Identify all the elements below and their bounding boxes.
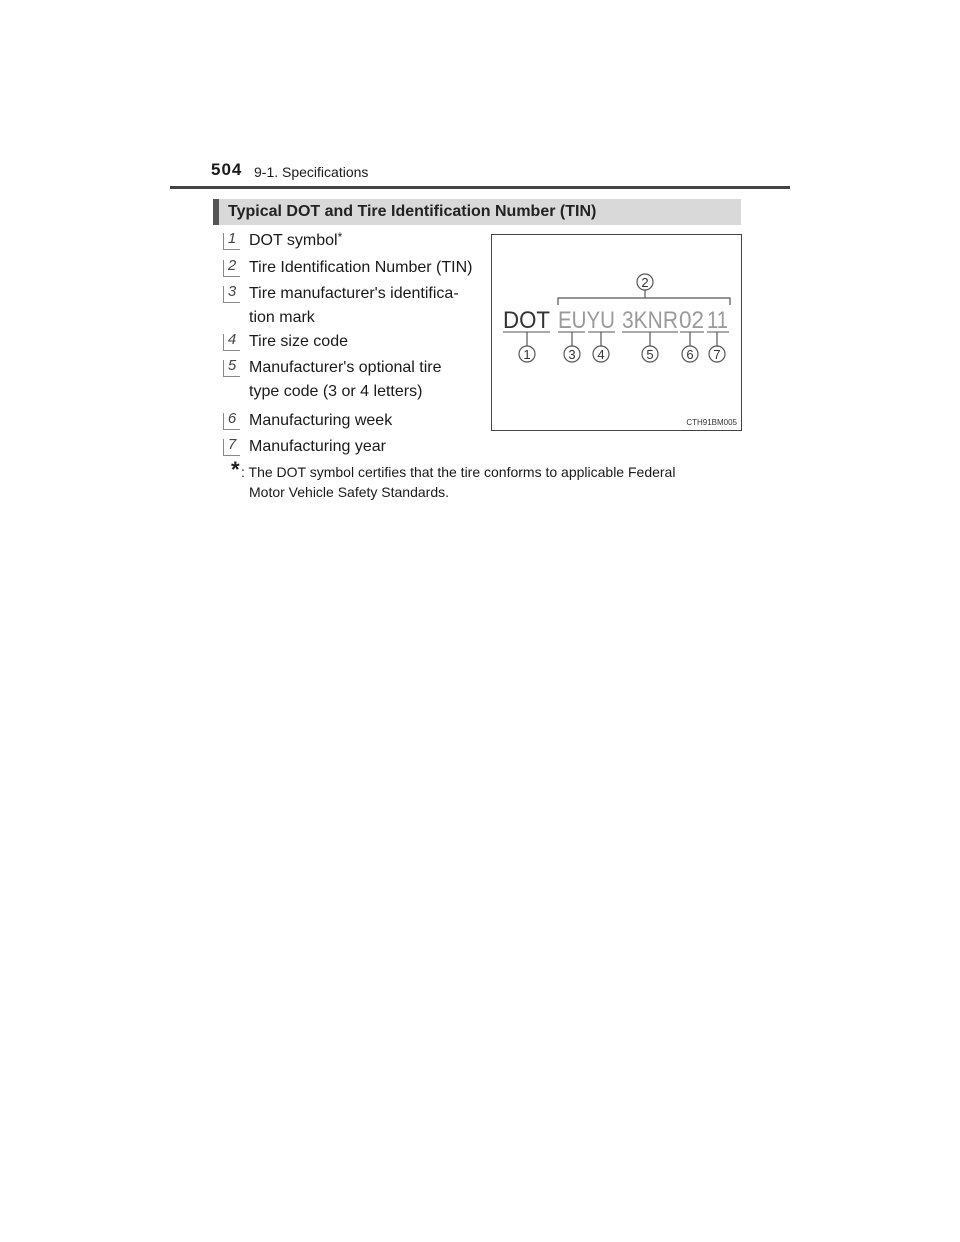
section-heading-bar <box>213 199 741 225</box>
item-number-3: 3 <box>223 283 241 303</box>
item-superscript: * <box>337 230 343 244</box>
item-number-5: 5 <box>223 357 241 377</box>
item-number-6: 6 <box>223 410 241 430</box>
footnote-line1: : The DOT symbol certifies that the tire conforms to applicable Federal <box>241 464 676 480</box>
segment-euyu: EUYU <box>558 307 615 334</box>
list-item-manufacturing-week: Manufacturing week <box>249 412 393 429</box>
item-label-line1: Manufacturer's optional tire <box>249 359 442 376</box>
list-item-manufacturing-year: Manufacturing year <box>249 438 386 455</box>
segment-3knr: 3KNR <box>622 307 678 334</box>
callout-4-label: 4 <box>597 347 605 362</box>
section-heading: Typical DOT and Tire Identification Number (TIN) <box>228 203 597 220</box>
item-number-7: 7 <box>223 436 241 456</box>
callout-5-label: 5 <box>646 347 654 362</box>
tin-diagram-svg <box>492 235 743 432</box>
page-number: 504 <box>211 160 243 179</box>
list-item-tire-size-code: Tire size code <box>249 333 348 350</box>
footnote-line2: Motor Vehicle Safety Standards. <box>249 484 449 500</box>
figure-code: CTH91BM005 <box>686 418 737 427</box>
callout-7-label: 7 <box>713 347 721 362</box>
header-rule <box>170 186 790 189</box>
item-label: DOT symbol <box>249 232 338 249</box>
callout-3-label: 3 <box>568 347 576 362</box>
footnote-marker: * <box>231 457 240 482</box>
item-number-2: 2 <box>223 257 241 277</box>
callout-1-label: 1 <box>523 347 531 362</box>
segment-dot: DOT <box>503 307 551 334</box>
list-item-manufacturer-mark <box>249 282 463 330</box>
tin-diagram <box>491 234 742 431</box>
list-item-dot-symbol <box>249 229 342 253</box>
item-label-line2: tion mark <box>249 309 315 326</box>
item-number-1: 1 <box>223 230 241 250</box>
segment-11: 11 <box>707 307 728 334</box>
callout-2-label: 2 <box>641 275 649 290</box>
tin-bracket <box>558 298 730 305</box>
item-label-line1: Tire manufacturer's identifica- <box>249 285 459 302</box>
item-number-4: 4 <box>223 331 241 351</box>
item-label-line2: type code (3 or 4 letters) <box>249 383 423 400</box>
list-item-optional-type-code <box>249 356 463 404</box>
list-item-tin: Tire Identification Number (TIN) <box>249 259 473 276</box>
callout-6-label: 6 <box>686 347 694 362</box>
segment-02: 02 <box>679 307 704 334</box>
footnote-text <box>241 462 741 502</box>
section-title: 9-1. Specifications <box>254 164 369 180</box>
